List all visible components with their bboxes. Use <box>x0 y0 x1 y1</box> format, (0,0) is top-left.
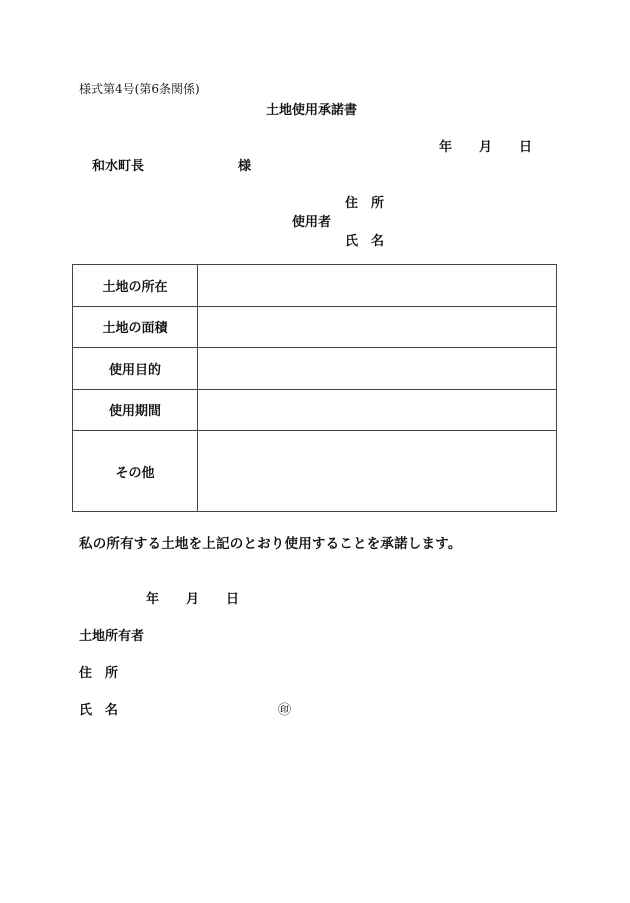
row-label-other: その他 <box>73 431 198 512</box>
footer-date-month-label: 月 <box>186 592 200 607</box>
row-value-period[interactable] <box>198 389 557 431</box>
owner-address-label: 住 所 <box>79 666 119 681</box>
land-info-table <box>72 264 557 512</box>
user-name-label: 氏 名 <box>345 234 385 249</box>
owner-name-label: 氏 名 <box>79 703 119 718</box>
row-label-period: 使用期間 <box>73 389 198 431</box>
footer-date-year-label: 年 <box>146 592 160 607</box>
user-label: 使用者 <box>292 215 332 230</box>
row-value-location[interactable] <box>198 265 557 307</box>
header-date-day-label: 日 <box>519 140 533 155</box>
addressee-name: 和水町長 <box>92 159 145 174</box>
footer-date-day-label: 日 <box>226 592 240 607</box>
row-label-location: 土地の所在 <box>73 265 198 307</box>
owner-label: 土地所有者 <box>79 629 145 644</box>
form-number: 様式第4号(第6条関係) <box>79 82 200 96</box>
row-label-purpose: 使用目的 <box>73 348 198 390</box>
row-value-other[interactable] <box>198 431 557 512</box>
row-value-area[interactable] <box>198 306 557 348</box>
header-date-year-label: 年 <box>439 140 453 155</box>
table-row <box>73 389 557 431</box>
table-row <box>73 306 557 348</box>
addressee-honorific: 様 <box>238 159 252 174</box>
table-row <box>73 265 557 307</box>
table-row <box>73 348 557 390</box>
row-label-area: 土地の面積 <box>73 306 198 348</box>
document-title: 土地使用承諾書 <box>266 103 358 118</box>
header-date-month-label: 月 <box>479 140 493 155</box>
user-address-label: 住 所 <box>345 196 385 211</box>
row-value-purpose[interactable] <box>198 348 557 390</box>
table-row <box>73 431 557 512</box>
consent-statement: 私の所有する土地を上記のとおり使用することを承諾します。 <box>79 536 462 552</box>
seal-mark: ㊞ <box>278 703 292 718</box>
